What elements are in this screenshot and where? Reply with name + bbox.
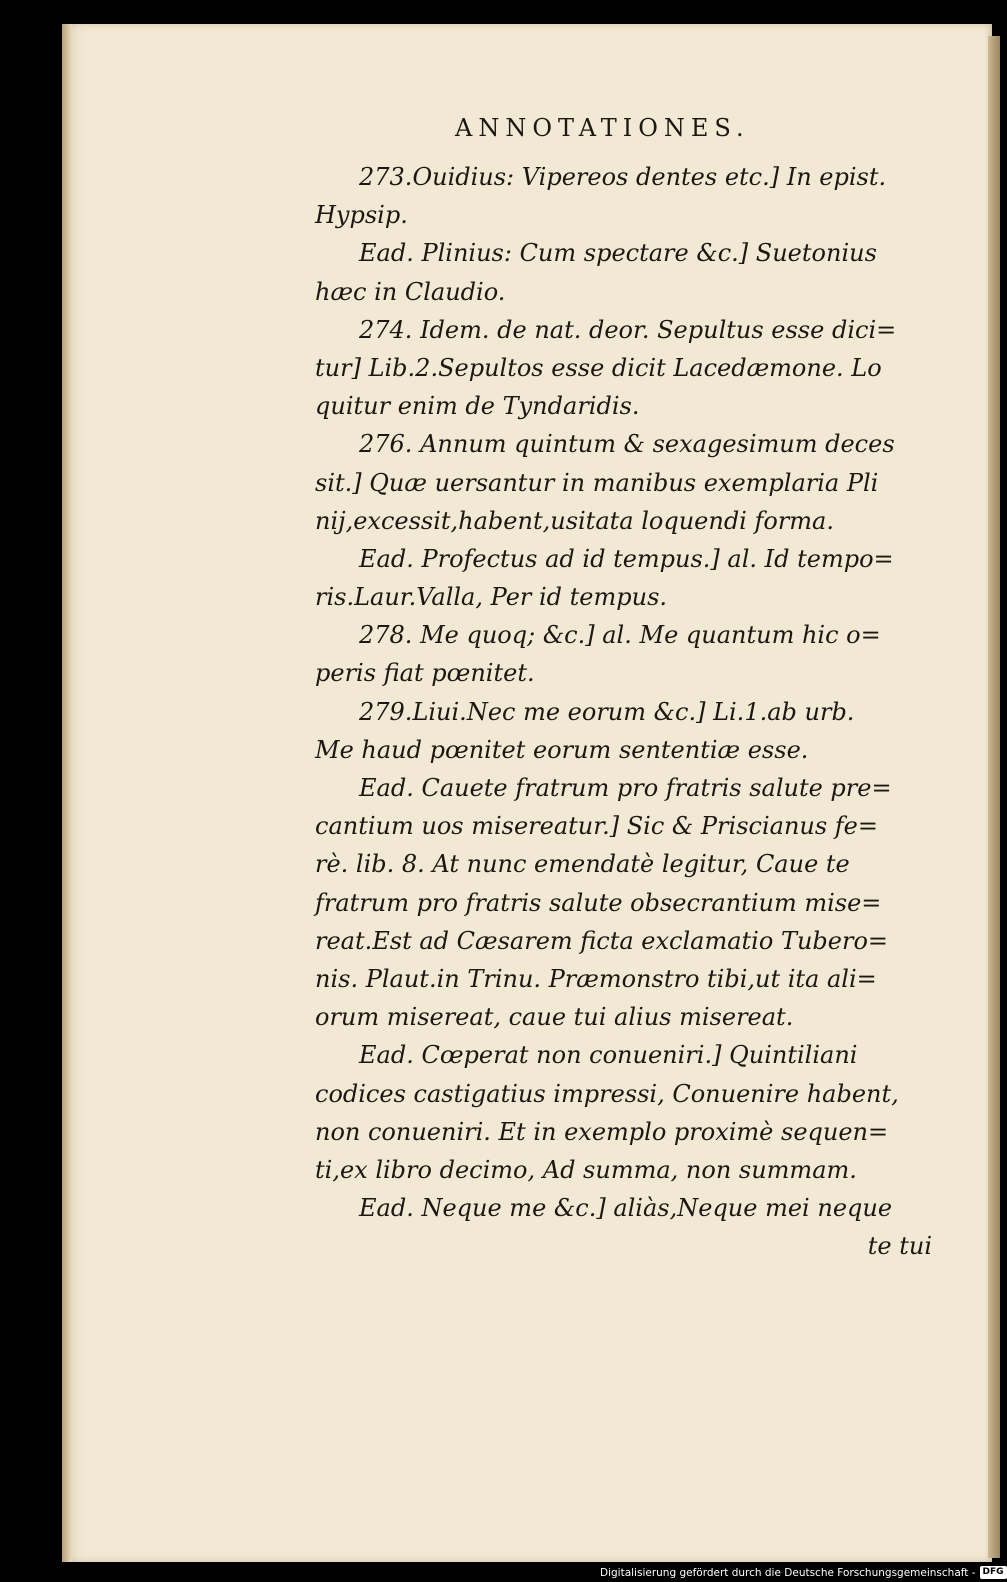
text-line: Ead. Plinius: Cum spectare &c.] Suetonius <box>359 239 877 268</box>
next-page-edge <box>988 36 1000 1558</box>
text-line: sit.] Quæ uersantur in manibus exemplaria Pli <box>315 468 879 497</box>
text-line: tur] Lib.2.Sepultos esse dicit Lacedæmone. Lo <box>315 353 882 382</box>
digitization-footer <box>600 1563 1004 1582</box>
text-line: Ead. Cauete fratrum pro fratris salute pre= <box>359 774 892 802</box>
text-line: hæc in Claudio. <box>315 277 506 306</box>
text-line: 276. Annum quintum & sexagesimum deces <box>359 430 895 459</box>
text-line: quitur enim de Tyndaridis. <box>315 392 640 421</box>
catchword: te tui <box>867 1232 932 1261</box>
text-line: nij,excessit,habent,usitata loquendi forma. <box>315 506 834 535</box>
text-line: non conueniri. Et in exemplo proximè sequen= <box>315 1117 889 1146</box>
text-line: fratrum pro fratris salute obsecrantium mise= <box>315 888 882 917</box>
text-line: Ead. Neque me &c.] aliàs,Neque mei neque <box>359 1194 893 1223</box>
text-line: Ead. Profectus ad id tempus.] al. Id tempo= <box>359 544 894 573</box>
text-line: ris.Laur.Valla, Per id tempus. <box>315 583 668 612</box>
page-gutter-edge <box>62 24 72 1562</box>
text-line: ti,ex libro decimo, Ad summa, non summam. <box>315 1155 857 1184</box>
text-line: orum misereat, caue tui alius misereat. <box>315 1003 794 1032</box>
text-line: Ead. Cœperat non conueniri.] Quintiliani <box>359 1041 858 1070</box>
running-head: ANNOTATIONES. <box>455 114 750 142</box>
dfg-logo: DFG <box>980 1566 1007 1579</box>
annotation-text-block <box>315 158 940 1265</box>
text-line: 274. Idem. de nat. deor. Sepultus esse dici= <box>359 315 897 344</box>
text-line: rè. lib. 8. At nunc emendatè legitur, Caue te <box>315 850 850 879</box>
text-line: peris fiat pœnitet. <box>315 659 535 688</box>
text-line: Hypsip. <box>315 201 408 230</box>
text-line: cantium uos misereatur.] Sic & Priscianus fe= <box>315 812 878 841</box>
text-line: 273.Ouidius: Vipereos dentes etc.] In epist. <box>359 163 887 191</box>
text-line: Me haud pœnitet eorum sententiæ esse. <box>315 735 809 764</box>
text-line: 279.Liui.Nec me eorum &c.] Li.1.ab urb. <box>359 697 855 726</box>
text-line: codices castigatius impressi, Conuenire habent, <box>315 1079 899 1108</box>
text-line: 278. Me quoq; &c.] al. Me quantum hic o= <box>359 621 881 650</box>
text-line: nis. Plaut.in Trinu. Præmonstro tibi,ut ita ali= <box>315 964 877 993</box>
text-line: reat.Est ad Cæsarem ficta exclamatio Tubero= <box>315 926 888 955</box>
footer-credit-text: Digitalisierung gefördert durch die Deutsche Forschungsgemeinschaft - <box>600 1566 976 1579</box>
